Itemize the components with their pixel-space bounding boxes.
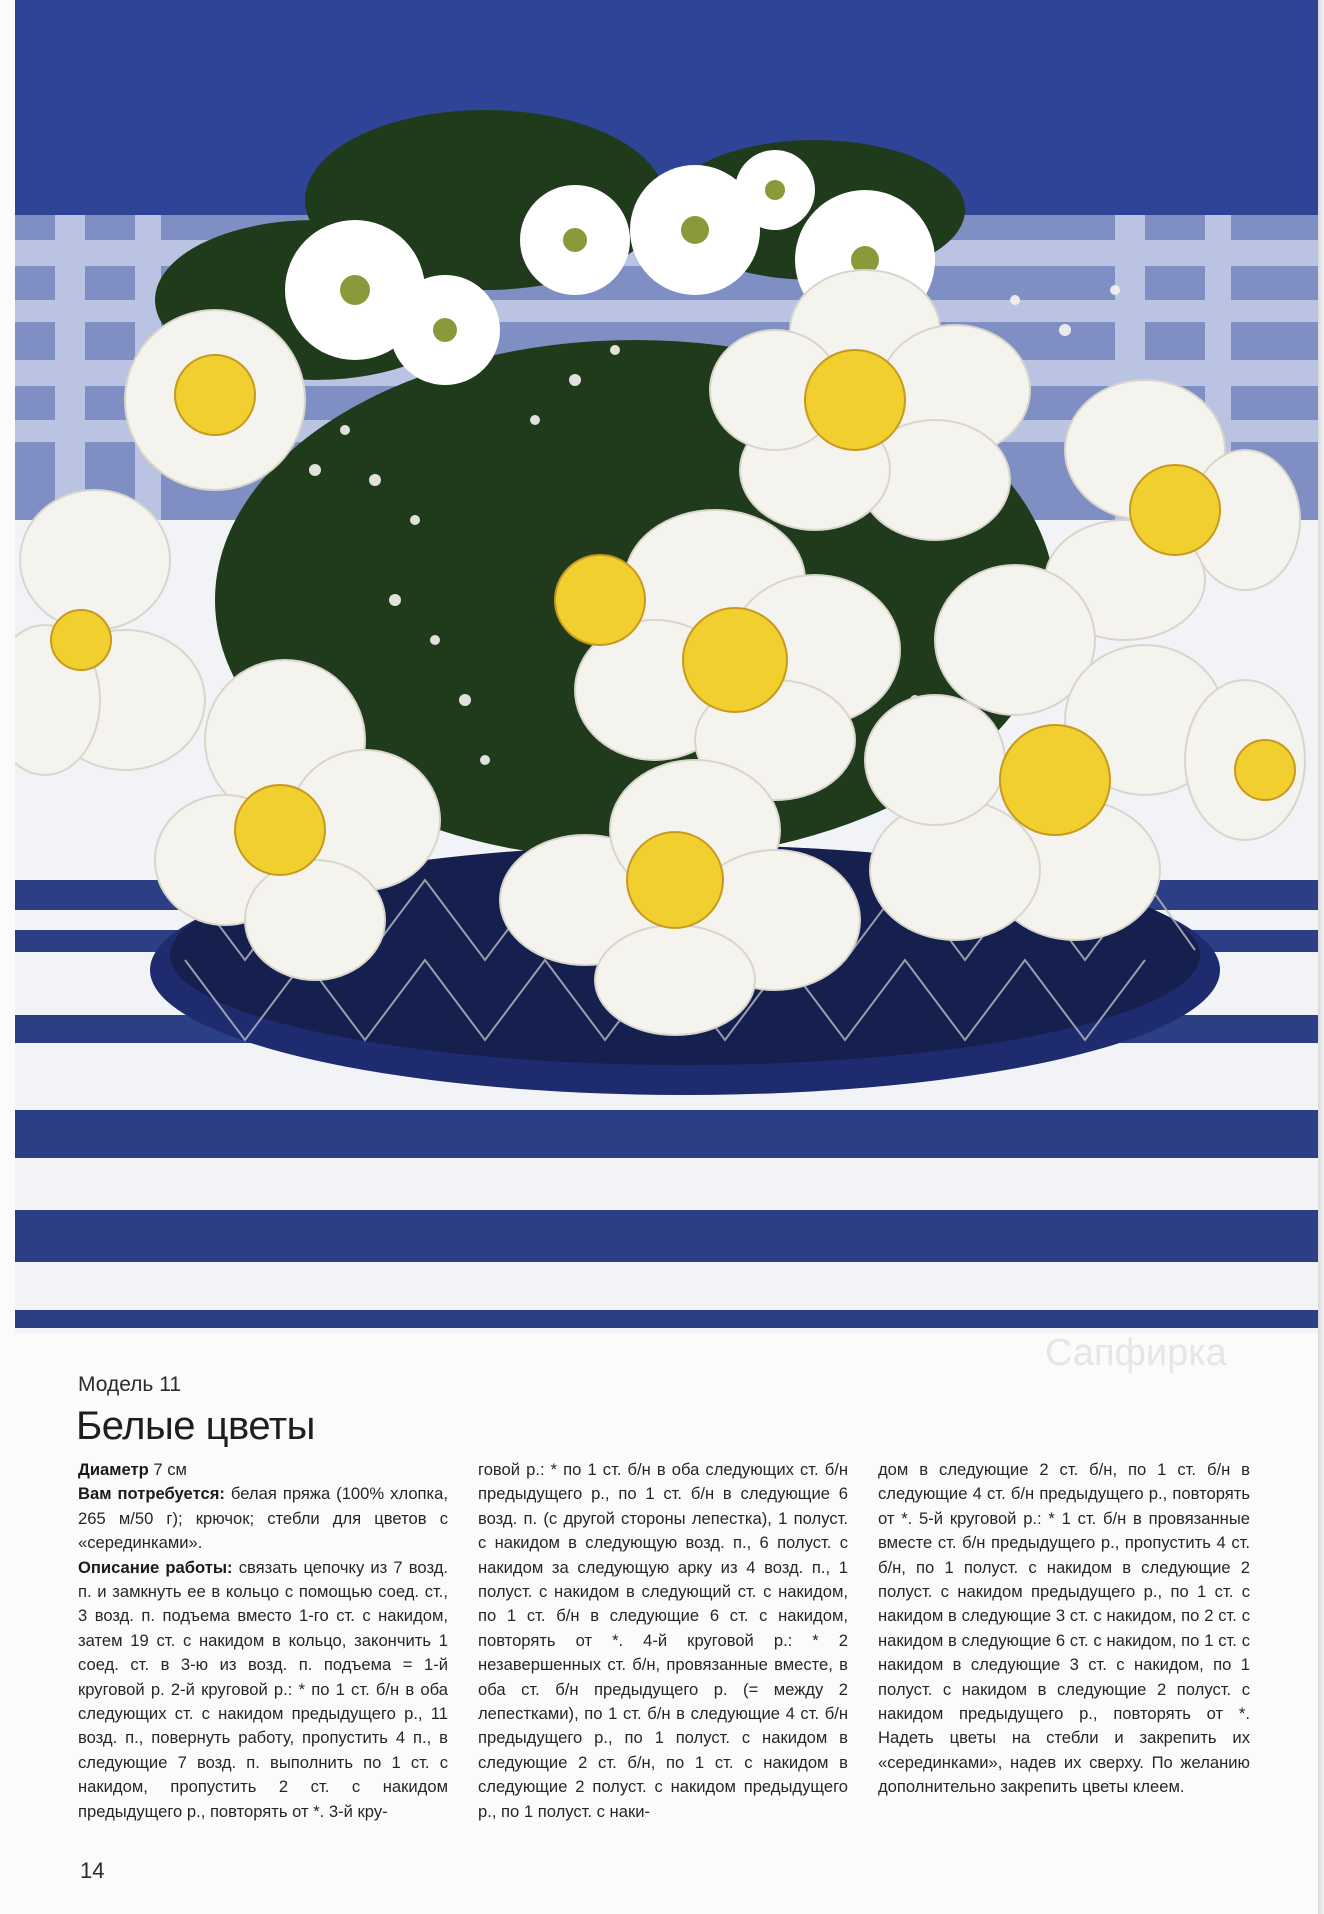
text-column-1 (78, 1458, 448, 1824)
flower-basket-photo (15, 0, 1318, 1333)
text-column-3 (878, 1458, 1250, 1800)
text-column-2 (478, 1458, 848, 1824)
instructions-part-2: говой р.: * по 1 ст. б/н в оба следующих ст. б/н предыдущего р., по 1 ст. б/н в следующие 6 возд. п. (с другой стороны лепестка), 1 полуст. с накидом в следующую возд. п., 6 полуст. с накидом за следующую арку из 4 возд. п., 1 полуст. с накидом в следующий ст. с накидом, по 1 ст. б/н в следующие 6 ст. с накидом, повторять от *. 4-й круговой р.: * 2 незавершенных ст. б/н, провязанные вместе, в оба ст. б/н предыдущего р. (= между 2 лепестками), по 1 ст. б/н в следующие 4 ст. б/н предыдущего р., по 1 полуст. с накидом в следующие 2 ст. б/н, по 1 ст. с накидом в следующие 2 полуст. с накидом предыдущего р., по 1 полуст. с наки- (478, 1460, 848, 1821)
page-edge (1318, 0, 1324, 1914)
diameter-value: 7 см (148, 1460, 187, 1479)
instructions-part-1: связать цепочку из 7 возд. п. и замкнуть ее в кольцо с помощью соед. ст., 3 возд. п. подъема вместо 1-го ст. с накидом, затем 19 ст. с накидом в кольцо, закончить 1 соед. ст. в 3-ю из возд. п. подъема = 1-й круговой р. 2-й круговой р.: * по 1 ст. б/н в оба следующих ст. с накидом предыдущего р., 11 возд. п., повернуть работу, пропустить 4 п., в следующие 7 возд. п. выполнить по 1 ст. с накидом, пропустить 2 ст. с накидом предыдущего р., повторять от *. 3-й кру- (78, 1557, 449, 1821)
description-label: Описание работы: (78, 1557, 233, 1577)
page-title: Белые цветы (76, 1404, 315, 1448)
page-number: 14 (80, 1858, 105, 1883)
show-through-text: Сапфирка (1045, 1332, 1227, 1374)
materials-label: Вам потребуется: (78, 1484, 225, 1504)
instructions-part-3: дом в следующие 2 ст. б/н, по 1 ст. б/н в следующие 4 ст. б/н предыдущего р., повторять от *. 5-й круговой р.: * 1 ст. б/н в провязанные вместе ст. б/н предыдущего р., пропустить 4 ст. б/н, по 1 полуст. с накидом в следующие 2 полуст. с накидом предыдущего р., по 1 ст. с накидом в следующие 3 ст. с накидом, по 2 ст. с накидом в следующие 6 ст. с накидом, по 1 ст. с накидом в следующие 3 ст. с накидом, по 1 полуст. с накидом в следующие 2 полуст. с накидом предыдущего р., повторять от *. Надеть цветы на стебли и закрепить их «серединками», надев их сверху. По желанию дополнительно закрепить цветы клеем. (878, 1460, 1250, 1797)
materials-text: белая пряжа (100% хлопка, 265 м/50 г); крючок; стебли для цветов с «серединками». (78, 1484, 448, 1553)
model-label: Модель 11 (78, 1373, 182, 1396)
diameter-label: Диаметр (78, 1460, 149, 1479)
